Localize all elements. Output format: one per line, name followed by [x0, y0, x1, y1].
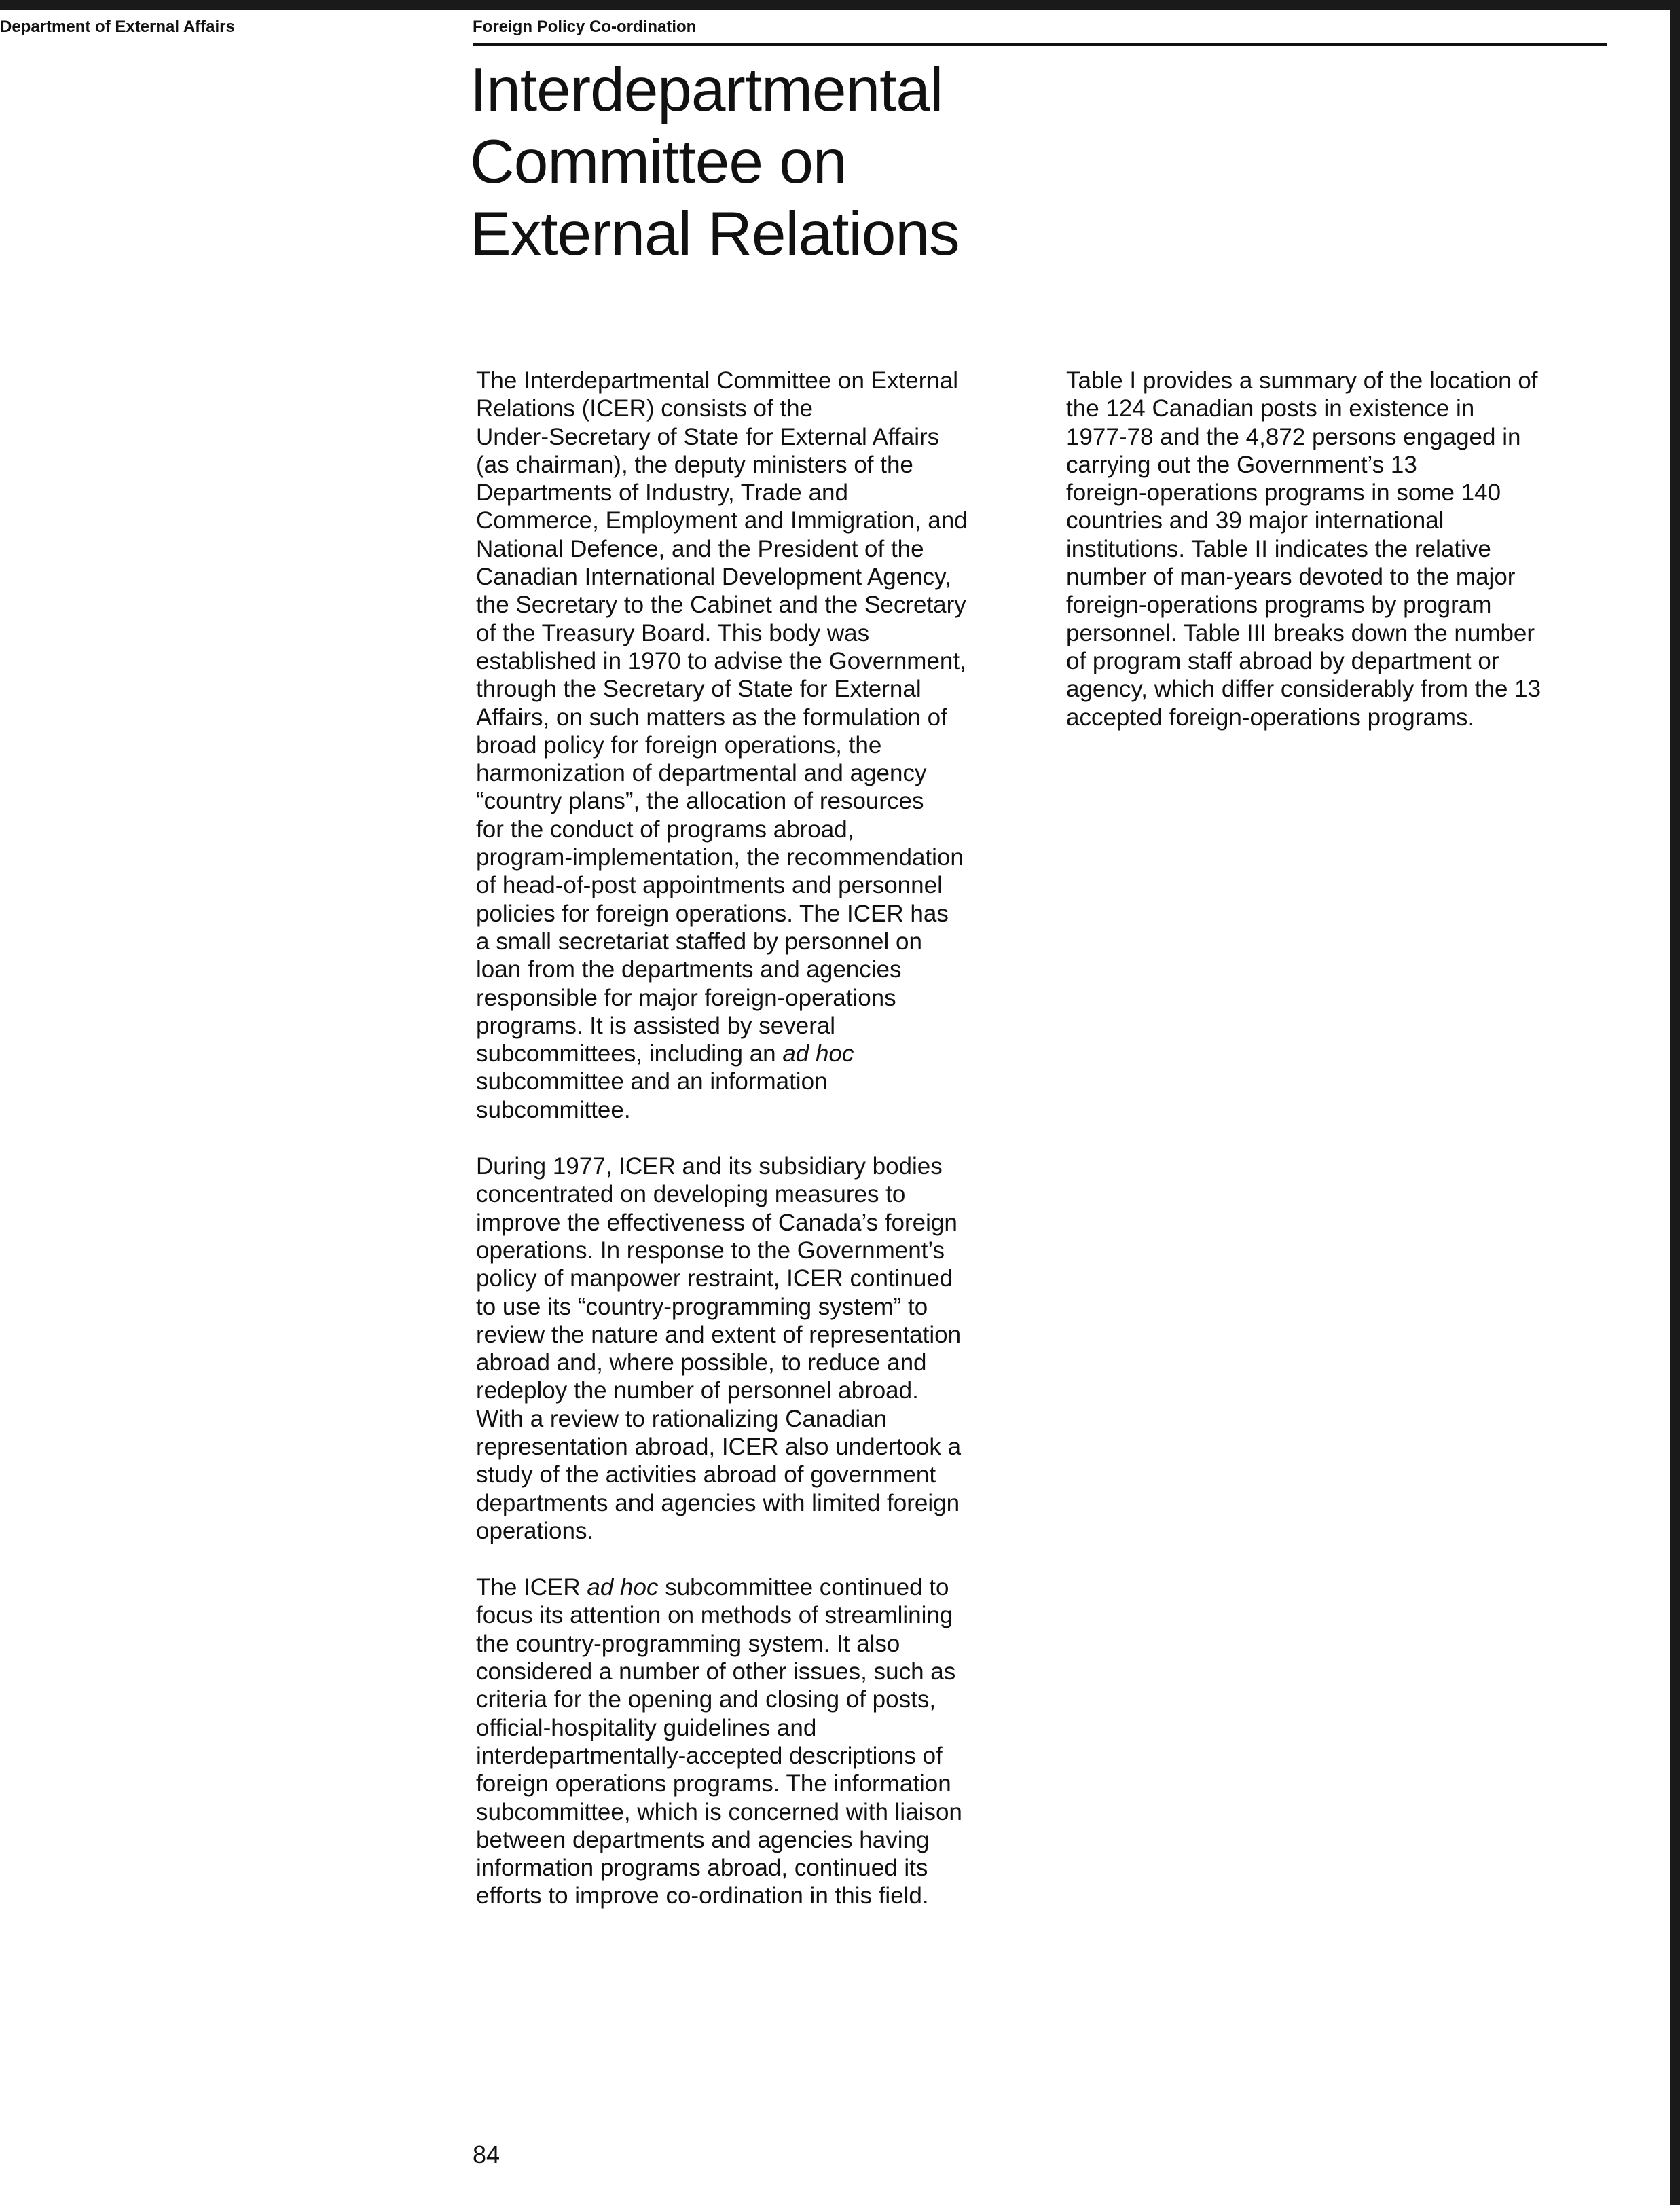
text-line: program-implementation, the recommendation [476, 844, 964, 871]
italic-phrase: ad hoc [587, 1574, 659, 1601]
text-line: the 124 Canadian posts in existence in [1066, 395, 1475, 422]
text-line: During 1977, ICER and its subsidiary bodies [476, 1153, 943, 1180]
top-border-bar [0, 0, 1680, 10]
body-paragraph [476, 1573, 1033, 1910]
text-line: countries and 39 major international [1066, 507, 1444, 534]
text-line: information programs abroad, continued its [476, 1855, 928, 1882]
text-line: personnel. Table III breaks down the number [1066, 619, 1535, 646]
title-line: Interdepartmental [470, 56, 943, 124]
text-line: The ICER ad hoc subcommittee continued to [476, 1574, 949, 1601]
text-line: loan from the departments and agencies [476, 956, 902, 983]
text-line: to use its “country-programming system” to [476, 1293, 928, 1320]
body-paragraph [476, 367, 1033, 1124]
text-line: for the conduct of programs abroad, [476, 816, 854, 843]
running-head-department: Department of External Affairs [0, 18, 235, 36]
text-line: official-hospitality guidelines and [476, 1714, 817, 1741]
text-line: review the nature and extent of representation [476, 1321, 962, 1348]
header-rule [473, 43, 1607, 46]
text-line: responsible for major foreign-operations [476, 984, 896, 1011]
text-line: Departments of Industry, Trade and [476, 479, 848, 507]
text-line: carrying out the Government’s 13 [1066, 451, 1417, 478]
text-line: “country plans”, the allocation of resources [476, 788, 924, 815]
text-line: subcommittee, which is concerned with liaison [476, 1798, 962, 1825]
text-line: National Defence, and the President of the [476, 535, 924, 562]
left-text-column [476, 367, 1033, 1939]
text-line: study of the activities abroad of government [476, 1461, 936, 1489]
text-line: programs. It is assisted by several [476, 1012, 836, 1039]
text-line: abroad and, where possible, to reduce and [476, 1349, 927, 1377]
text-line: concentrated on developing measures to [476, 1181, 906, 1208]
page-number: 84 [473, 2140, 500, 2168]
text-line: foreign-operations programs in some 140 [1066, 479, 1501, 507]
body-paragraph [1066, 367, 1609, 731]
text-line: The Interdepartmental Committee on External [476, 367, 959, 394]
text-line: 1977-78 and the 4,872 persons engaged in [1066, 423, 1521, 450]
text-line: the country-programming system. It also [476, 1630, 900, 1657]
text-line: Relations (ICER) consists of the [476, 395, 814, 422]
text-line: agency, which differ considerably from the 13 [1066, 676, 1541, 703]
title-line: External Relations [470, 200, 960, 268]
text-line: accepted foreign-operations programs. [1066, 704, 1475, 731]
body-paragraph [476, 1152, 1033, 1545]
text-line: representation abroad, ICER also undertook a [476, 1433, 962, 1460]
text-line: broad policy for foreign operations, the [476, 731, 882, 759]
text-line: subcommittee. [476, 1096, 631, 1123]
text-line: established in 1970 to advise the Government, [476, 647, 966, 674]
text-line: With a review to rationalizing Canadian [476, 1405, 888, 1432]
text-line: operations. In response to the Government’s [476, 1237, 945, 1264]
text-line: of head-of-post appointments and personnel [476, 872, 943, 899]
page-title [470, 54, 1149, 270]
text-line: foreign-operations programs by program [1066, 591, 1492, 619]
text-line: policies for foreign operations. The ICER has [476, 900, 949, 927]
text-line: the Secretary to the Cabinet and the Secretary [476, 591, 966, 619]
text-line: interdepartmentally-accepted descriptions of [476, 1742, 943, 1769]
text-line: harmonization of departmental and agency [476, 760, 927, 787]
text-line: policy of manpower restraint, ICER continued [476, 1265, 953, 1292]
text-line: Affairs, on such matters as the formulation of [476, 704, 947, 731]
text-line: focus its attention on methods of streamlining [476, 1602, 953, 1629]
text-line: subcommittee and an information [476, 1068, 828, 1095]
text-line: subcommittees, including an ad hoc [476, 1040, 854, 1068]
text-line: Canadian International Development Agency, [476, 564, 951, 591]
right-text-column [1066, 367, 1609, 760]
italic-phrase: ad hoc [782, 1040, 854, 1068]
text-line: considered a number of other issues, such as [476, 1658, 956, 1685]
text-line: Table I provides a summary of the location of [1066, 367, 1538, 394]
title-line: Committee on [470, 128, 847, 196]
text-line: of the Treasury Board. This body was [476, 619, 870, 646]
text-line: (as chairman), the deputy ministers of the [476, 451, 913, 478]
text-line: operations. [476, 1517, 594, 1544]
text-line: institutions. Table II indicates the relative [1066, 535, 1491, 562]
text-line: through the Secretary of State for External [476, 676, 921, 703]
text-line: a small secretariat staffed by personnel on [476, 928, 922, 955]
running-head-section: Foreign Policy Co-ordination [473, 18, 697, 36]
text-line: efforts to improve co-ordination in this field. [476, 1882, 929, 1910]
text-line: improve the effectiveness of Canada’s foreign [476, 1209, 957, 1236]
text-line: redeploy the number of personnel abroad. [476, 1377, 919, 1404]
text-line: foreign operations programs. The information [476, 1770, 951, 1798]
text-line: criteria for the opening and closing of posts, [476, 1686, 936, 1713]
right-border-bar [1670, 0, 1680, 2205]
text-line: number of man-years devoted to the major [1066, 564, 1516, 591]
text-line: departments and agencies with limited foreign [476, 1489, 960, 1516]
text-line: Under-Secretary of State for External Affairs [476, 423, 940, 450]
text-line: between departments and agencies having [476, 1826, 930, 1853]
text-line: Commerce, Employment and Immigration, and [476, 507, 968, 534]
text-line: of program staff abroad by department or [1066, 647, 1499, 674]
